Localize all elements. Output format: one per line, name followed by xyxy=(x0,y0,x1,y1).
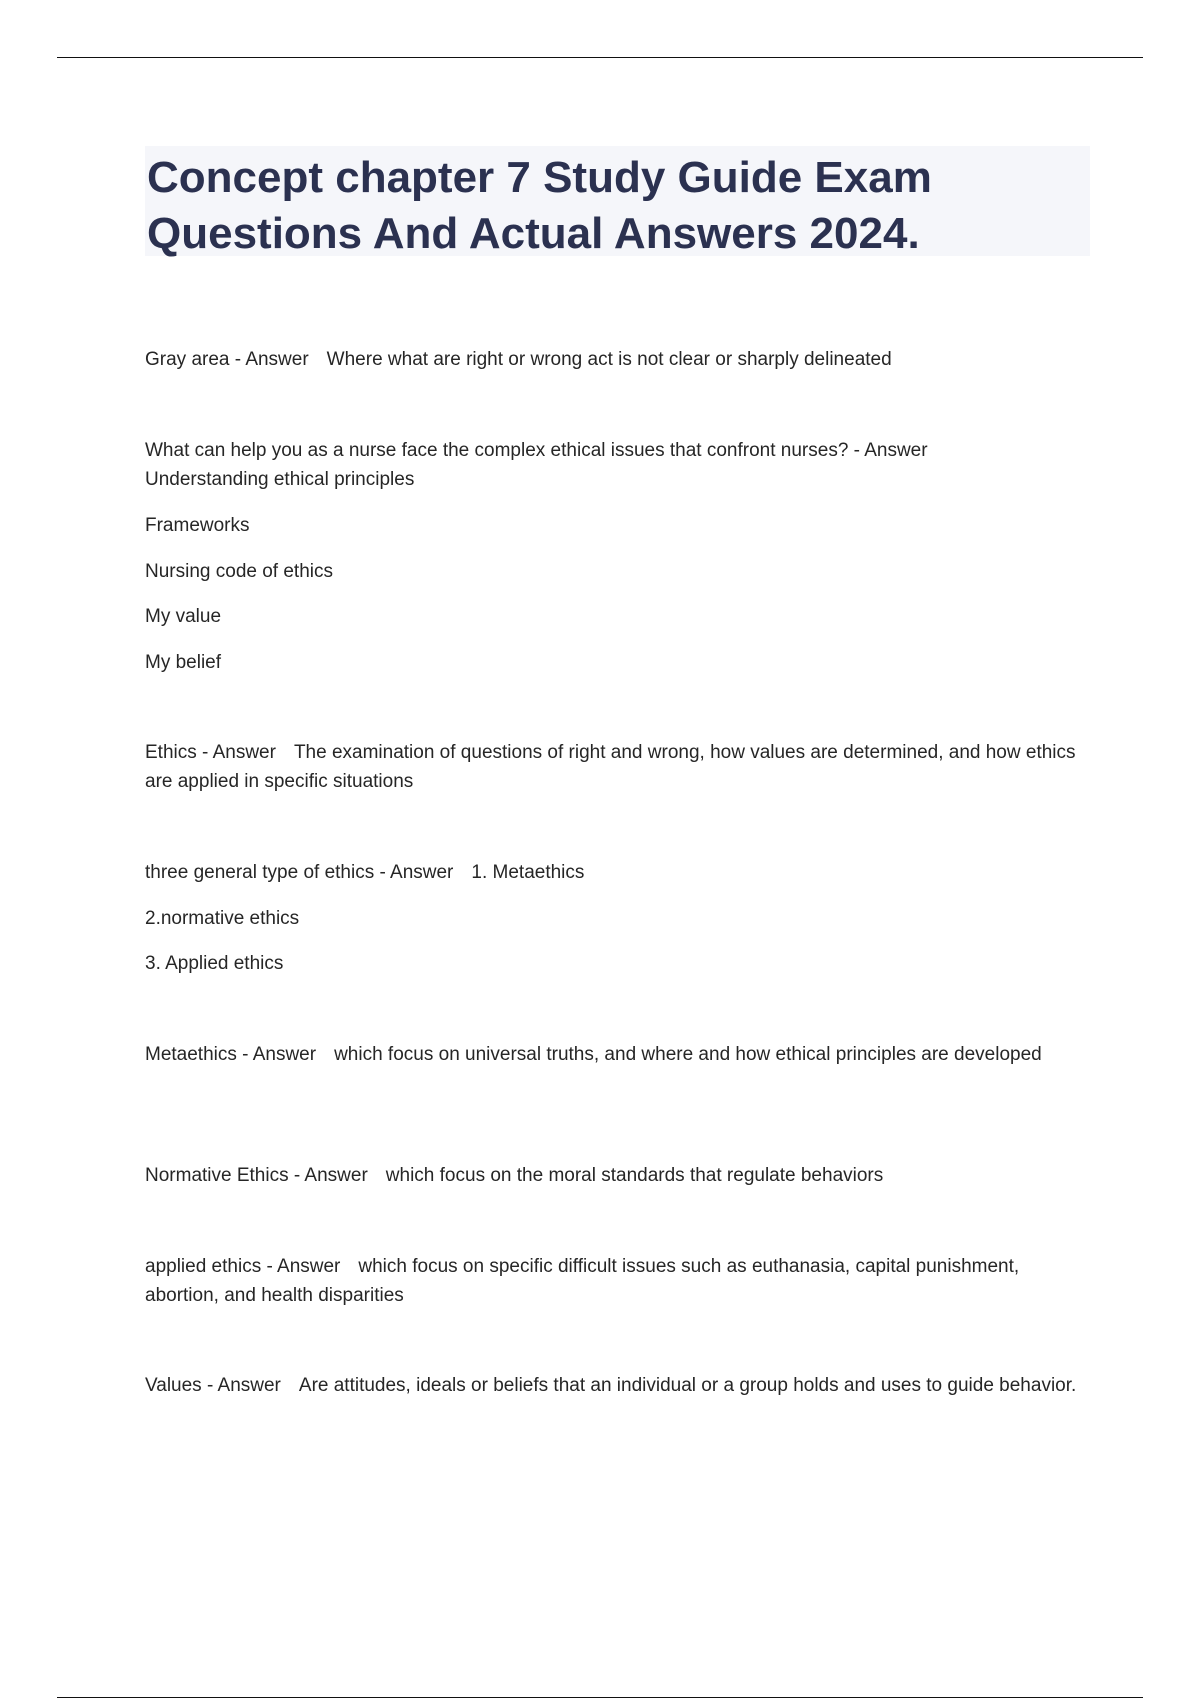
answer: Understanding ethical principles xyxy=(145,469,415,490)
qa-entry-values xyxy=(145,1371,1090,1400)
answer: Where what are right or wrong act is not clear or sharply delineated xyxy=(326,349,892,370)
question: Gray area - Answer xyxy=(145,349,309,370)
answer: which focus on the moral standards that regulate behaviors xyxy=(385,1165,884,1186)
qa-entry-normative-ethics xyxy=(145,1161,1090,1190)
question: Values - Answer xyxy=(145,1375,281,1396)
list-item: Nursing code of ethics xyxy=(145,561,333,582)
list-item: My belief xyxy=(145,652,222,673)
list-item: Frameworks xyxy=(145,515,250,536)
question: Normative Ethics - Answer xyxy=(145,1165,368,1186)
list-item: 2.normative ethics xyxy=(145,908,300,929)
qa-entry-types-of-ethics xyxy=(145,858,1090,887)
qa-entry-ethics xyxy=(145,738,1090,796)
list-item: My value xyxy=(145,606,222,627)
question: three general type of ethics - Answer xyxy=(145,862,454,883)
answer: which focus on universal truths, and where and how ethical principles are developed xyxy=(334,1044,1042,1065)
qa-entry-applied-ethics xyxy=(145,1252,1090,1310)
qa-entry-nurse-help xyxy=(145,436,1090,494)
answer: Are attitudes, ideals or beliefs that an individual or a group holds and uses to guide behavior. xyxy=(298,1375,1077,1396)
page-title: Concept chapter 7 Study Guide Exam Questions And Actual Answers 2024. xyxy=(147,153,932,258)
answer: The examination of questions of right and wrong, how values are determined, and how ethics are applied in specific situations xyxy=(145,742,1076,792)
title-box xyxy=(145,146,1090,256)
question: Metaethics - Answer xyxy=(145,1044,317,1065)
qa-entry-metaethics xyxy=(145,1040,1090,1069)
question: applied ethics - Answer xyxy=(145,1256,341,1277)
top-rule xyxy=(57,57,1143,58)
question: What can help you as a nurse face the complex ethical issues that confront nurses? - Answer xyxy=(145,440,928,461)
answer: 1. Metaethics xyxy=(471,862,585,883)
answer: which focus on specific difficult issues such as euthanasia, capital punishment, abortion, and health disparities xyxy=(145,1256,1020,1306)
list-item: 3. Applied ethics xyxy=(145,953,284,974)
bottom-rule xyxy=(57,1697,1143,1698)
qa-entry-gray-area xyxy=(145,345,1090,374)
question: Ethics - Answer xyxy=(145,742,276,763)
